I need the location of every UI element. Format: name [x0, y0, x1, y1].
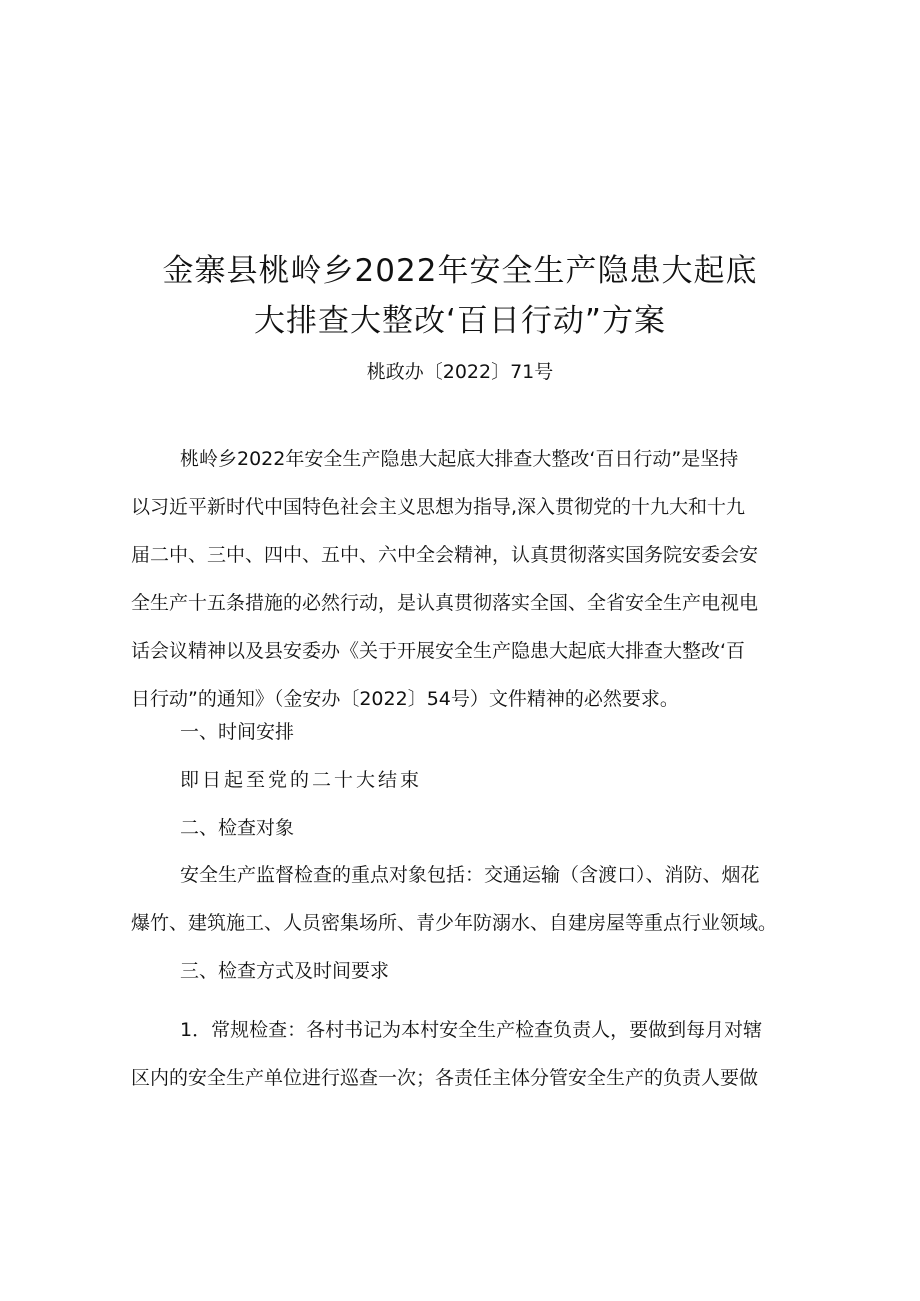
section-3-line-1: 1．常规检查：各村书记为本村安全生产检查负责人，要做到每月对辖	[180, 1019, 763, 1041]
section-3-line-2: 区内的安全生产单位进行巡查一次；各责任主体分管安全生产的负责人要做	[131, 1067, 759, 1089]
section-2-heading: 二、检查对象	[180, 817, 295, 839]
intro-line-6: 日行动”的通知》（金安办〔2022〕54号）文件精神的必然要求。	[131, 688, 679, 710]
document-number: 桃政办〔2022〕71号	[366, 361, 554, 383]
intro-line-4: 全生产十五条措施的必然行动，是认真贯彻落实全国、全省安全生产电视电	[131, 592, 759, 614]
intro-line-2: 以习近平新时代中国特色社会主义思想为指导,深入贯彻党的十九大和十九	[131, 496, 746, 518]
document-title-line-2: 大排查大整改‘百日行动”方案	[254, 303, 666, 339]
intro-line-3: 届二中、三中、四中、五中、六中全会精神，认真贯彻落实国务院安委会安	[131, 544, 759, 566]
intro-line-1: 桃岭乡2022年安全生产隐患大起底大排查大整改‘百日行动”是坚持	[180, 448, 739, 470]
document-title-line-1: 金寨县桃岭乡2022年安全生产隐患大起底	[162, 253, 758, 289]
section-2-line-1: 安全生产监督检查的重点对象包括：交通运输（含渡口）、消防、烟花	[180, 864, 760, 886]
intro-line-5: 话会议精神以及县安委办《关于开展安全生产隐患大起底大排查大整改‘百	[131, 640, 746, 662]
section-1-heading: 一、时间安排	[180, 721, 295, 743]
section-2-line-2: 爆竹、建筑施工、人员密集场所、青少年防溺水、自建房屋等重点行业领域。	[131, 912, 778, 934]
section-3-heading: 三、检查方式及时间要求	[180, 960, 390, 982]
section-1-text: 即日起至党的二十大结束	[180, 769, 423, 791]
